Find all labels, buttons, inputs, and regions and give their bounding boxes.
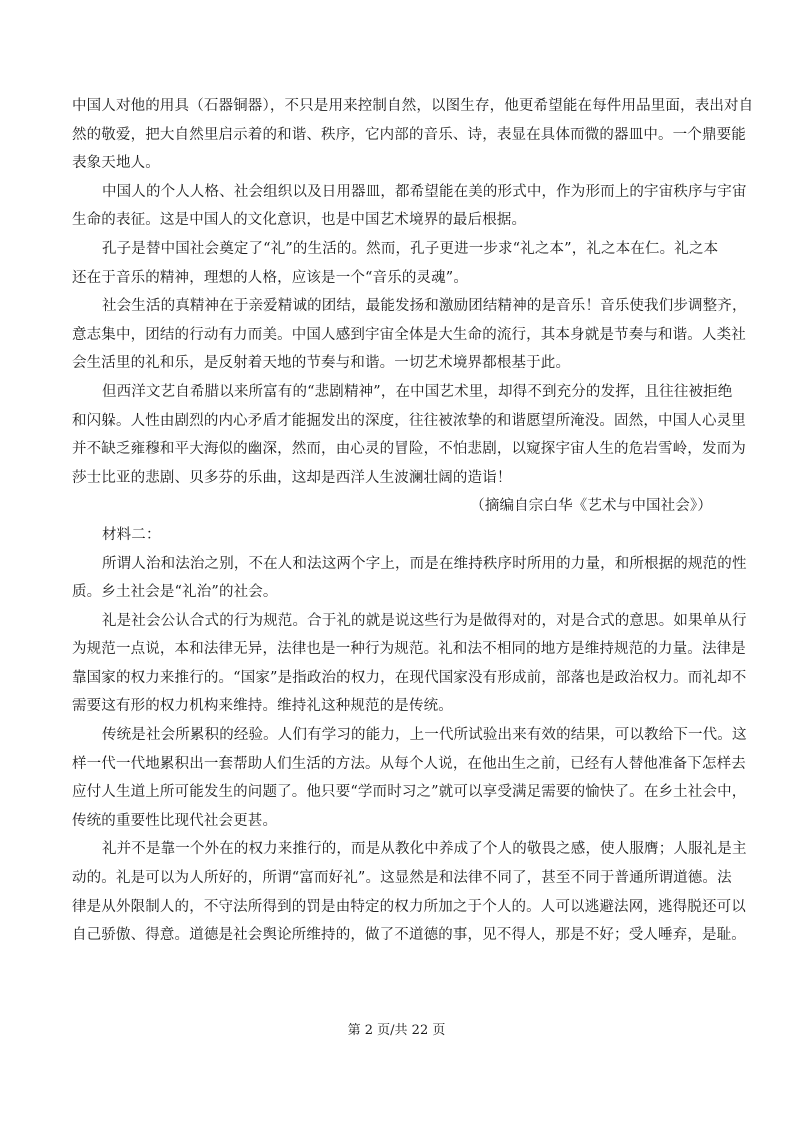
page-number: 第 2 页/共 22 页 [347,1023,446,1038]
text-line: 样一代一代地累积出一套帮助人们生活的方法。从每个人说，在他出生之前，已经有人替他准备下怎样去 [72,755,746,772]
text-line: 社会生活的真精神在于亲爱精诚的团结，最能发扬和激励团结精神的是音乐！音乐使我们步调整齐， [102,298,747,315]
document-body [72,92,754,950]
text-line: 传统是社会所累积的经验。人们有学习的能力，上一代所试验出来有效的结果，可以教给下一代。这 [102,727,747,744]
text-line: 生命的表征。这是中国人的文化意识，也是中国艺术境界的最后根据。 [72,212,527,229]
text-line: 中国人的个人人格、社会组织以及日用器皿，都希望能在美的形式中，作为形而上的宇宙秩序与宇宙 [102,183,747,200]
text-line: 会生活里的礼和乐，是反射着天地的节奏与和谐。一切艺术境界都根基于此。 [72,355,571,372]
text-line: 所谓人治和法治之别，不在人和法这两个字上，而是在维持秩序时所用的力量，和所根据的规范的性 [102,555,747,572]
text-line: 律是从外限制人的，不守法所得到的罚是由特定的权力所加之于个人的。人可以逃避法网，逃得脱还可以 [72,898,746,915]
source-citation: （摘编自宗白华《艺术与中国社会》） [470,498,712,515]
text-line: 意志集中，团结的行动有力而美。中国人感到宇宙全体是大生命的流行，其本身就是节奏与和谐。人类社 [72,326,746,343]
text-line: 应付人生道上所可能发生的问题了。他只要“学而时习之”就可以享受满足需要的愉快了。在乡土社会中， [72,784,747,801]
text-line: 中国人对他的用具（石器铜器），不只是用来控制自然，以图生存，他更希望能在每件用品里面，表出对自 [72,98,754,114]
text-line: 莎士比亚的悲剧、贝多芬的乐曲，这却是西洋人生波澜壮阔的造诣！ [72,469,512,486]
text-line: 然的敬爱，把大自然里启示着的和谐、秩序，它内部的音乐、诗，表显在具体而微的器皿中。一个鼎要能 [72,126,746,143]
text-line: 靠国家的权力来推行的。“国家”是指政治的权力，在现代国家没有形成前，部落也是政治权力。而礼却不 [72,669,747,686]
text-line: 动的。礼是可以为人所好的，所谓“富而好礼”。这显然是和法律不同了，甚至不同于普通所谓道德。法 [72,870,732,887]
text-line: 并不缺乏雍穆和平大海似的幽深，然而，由心灵的冒险，不怕悲剧，以窥探宇宙人生的危岩雪岭，发而为 [72,441,746,458]
text-line: 为规范一点说，本和法律无异，法律也是一种行为规范。礼和法不相同的地方是维持规范的力量。法律是 [72,641,746,658]
text-line: 和闪躲。人性由剧烈的内心矛盾才能掘发出的深度，往往被浓挚的和谐愿望所淹没。固然，中国人心灵里 [72,412,746,429]
text-line: 自己骄傲、得意。道德是社会舆论所维持的，做了不道德的事，见不得人，那是不好；受人唾弃，是耻。 [72,927,746,944]
section-label: 材料二： [102,526,161,543]
text-line: 质。乡土社会是“礼治”的社会。 [72,584,278,601]
text-line: 表象天地人。 [72,155,160,172]
text-line: 还在于音乐的精神，理想的人格，应该是一个“音乐的灵魂”。 [72,269,469,286]
text-line: 需要这有形的权力机构来维持。维持礼这种规范的是传统。 [72,698,453,715]
text-line: 但西洋文艺自希腊以来所富有的“悲剧精神”，在中国艺术里，却得不到充分的发挥，且往往被拒绝 [102,383,733,400]
text-line: 孔子是替中国社会奠定了“礼”的生活的。然而，孔子更进一步求“礼之本”，礼之本在仁。礼之本 [102,240,719,257]
text-line: 礼是社会公认合式的行为规范。合于礼的就是说这些行为是做得对的，对是合式的意思。如果单从行 [102,612,747,629]
text-line: 传统的重要性比现代社会更甚。 [72,812,278,829]
text-line: 礼并不是靠一个外在的权力来推行的，而是从教化中养成了个人的敬畏之感，使人服膺；人服礼是主 [102,841,747,858]
